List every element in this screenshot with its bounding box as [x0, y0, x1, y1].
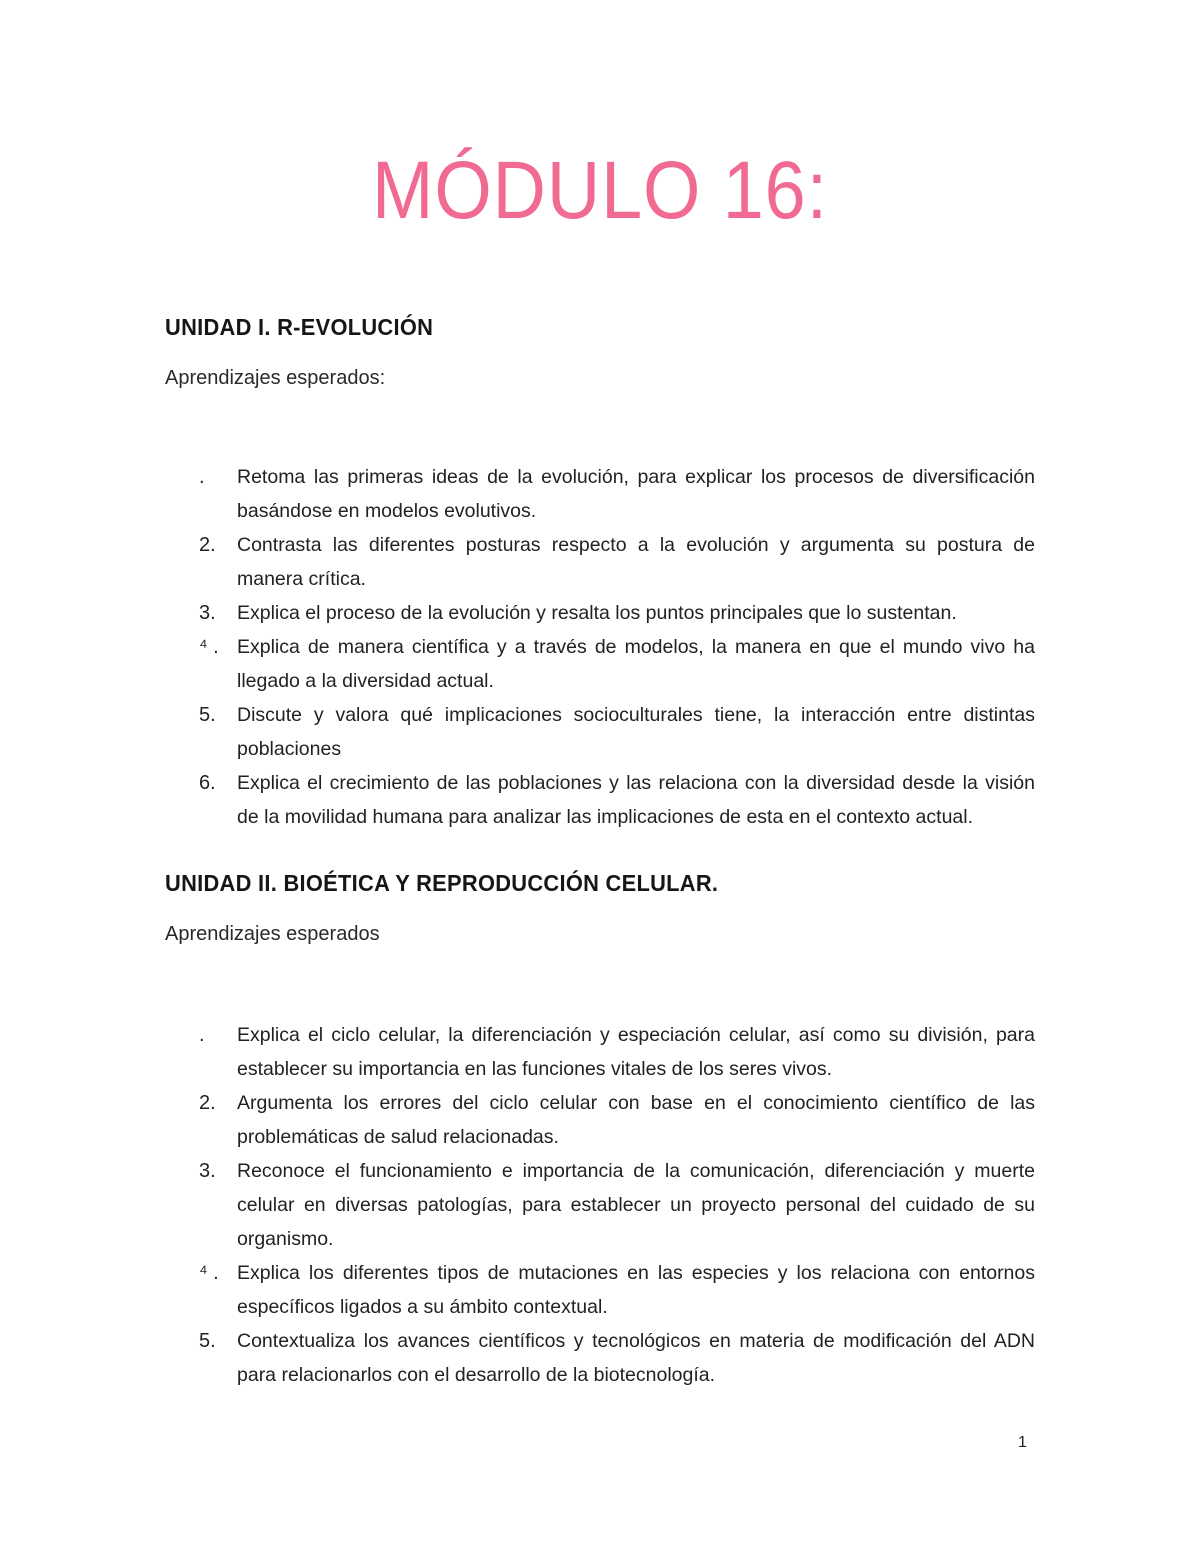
objective-number: 5. — [199, 704, 216, 726]
unit-2-objective-5 — [165, 1324, 1035, 1392]
objective-number: 2. — [199, 1092, 216, 1114]
objective-text: Argumenta los errores del ciclo celular con base en el conocimiento científico de las problemáticas de salud relacionadas. — [237, 1092, 1035, 1148]
unit-1-objective-5 — [165, 698, 1035, 766]
unit-1-objective-2 — [165, 528, 1035, 596]
objective-number: ⁴ . — [199, 1262, 219, 1284]
objective-text: Contextualiza los avances científicos y tecnológicos en materia de modificación del ADN para relacionarlos con el desarrollo de la biotecnología. — [237, 1330, 1035, 1386]
objective-number: 6. — [199, 772, 216, 794]
page-number: 1 — [1018, 1434, 1027, 1451]
objective-text: Contrasta las diferentes posturas respecto a la evolución y argumenta su postura de manera crítica. — [237, 534, 1035, 590]
unit-1-subtitle: Aprendizajes esperados: — [165, 367, 386, 389]
unit-2-objective-2 — [165, 1086, 1035, 1154]
objective-number: . — [199, 1024, 205, 1046]
objective-text: Explica el crecimiento de las poblaciones y las relaciona con la diversidad desde la visión de la movilidad humana para analizar las implicaciones de esta en el contexto actual. — [237, 772, 1035, 828]
objective-text: Explica el ciclo celular, la diferenciación y especiación celular, así como su división, para establecer su importancia en las funciones vitales de los seres vivos. — [237, 1024, 1035, 1080]
unit-1-section — [165, 310, 1035, 834]
unit-2-objectives-list — [165, 1018, 1035, 1392]
unit-2-heading: UNIDAD II. BIOÉTICA Y REPRODUCCIÓN CELULAR. — [165, 870, 719, 896]
page-title: MÓDULO 16: — [371, 145, 829, 236]
unit-2-objective-3 — [165, 1154, 1035, 1256]
objective-number: 3. — [199, 1160, 216, 1182]
objective-text: Reconoce el funcionamiento e importancia de la comunicación, diferenciación y muerte celular en diversas patologías, para establecer un proyecto personal del cuidado de su organismo. — [237, 1160, 1035, 1250]
objective-number: 5. — [199, 1330, 216, 1352]
unit-2-subtitle: Aprendizajes esperados — [165, 923, 380, 945]
unit-1-objectives-list — [165, 460, 1035, 834]
objective-text: Explica los diferentes tipos de mutaciones en las especies y los relaciona con entornos específicos ligados a su ámbito contextual. — [237, 1262, 1035, 1318]
objective-text: Retoma las primeras ideas de la evolución, para explicar los procesos de diversificación basándose en modelos evolutivos. — [237, 466, 1035, 522]
unit-2-section — [165, 866, 1035, 1392]
unit-1-objective-6 — [165, 766, 1035, 834]
unit-1-objective-3 — [165, 596, 1035, 630]
unit-1-heading: UNIDAD I. R-EVOLUCIÓN — [165, 314, 434, 340]
objective-number: 3. — [199, 602, 216, 624]
unit-1-objective-4 — [165, 630, 1035, 698]
unit-2-objective-1 — [165, 1018, 1035, 1086]
objective-text: Discute y valora qué implicaciones socioculturales tiene, la interacción entre distintas poblaciones — [237, 704, 1035, 760]
objective-number: ⁴ . — [199, 636, 219, 658]
objective-text: Explica el proceso de la evolución y resalta los puntos principales que lo sustentan. — [237, 602, 957, 624]
unit-1-objective-1 — [165, 460, 1035, 528]
objective-text: Explica de manera científica y a través de modelos, la manera en que el mundo vivo ha llegado a la diversidad actual. — [237, 636, 1035, 692]
objective-number: 2. — [199, 534, 216, 556]
unit-2-objective-4 — [165, 1256, 1035, 1324]
objective-number: . — [199, 466, 205, 488]
